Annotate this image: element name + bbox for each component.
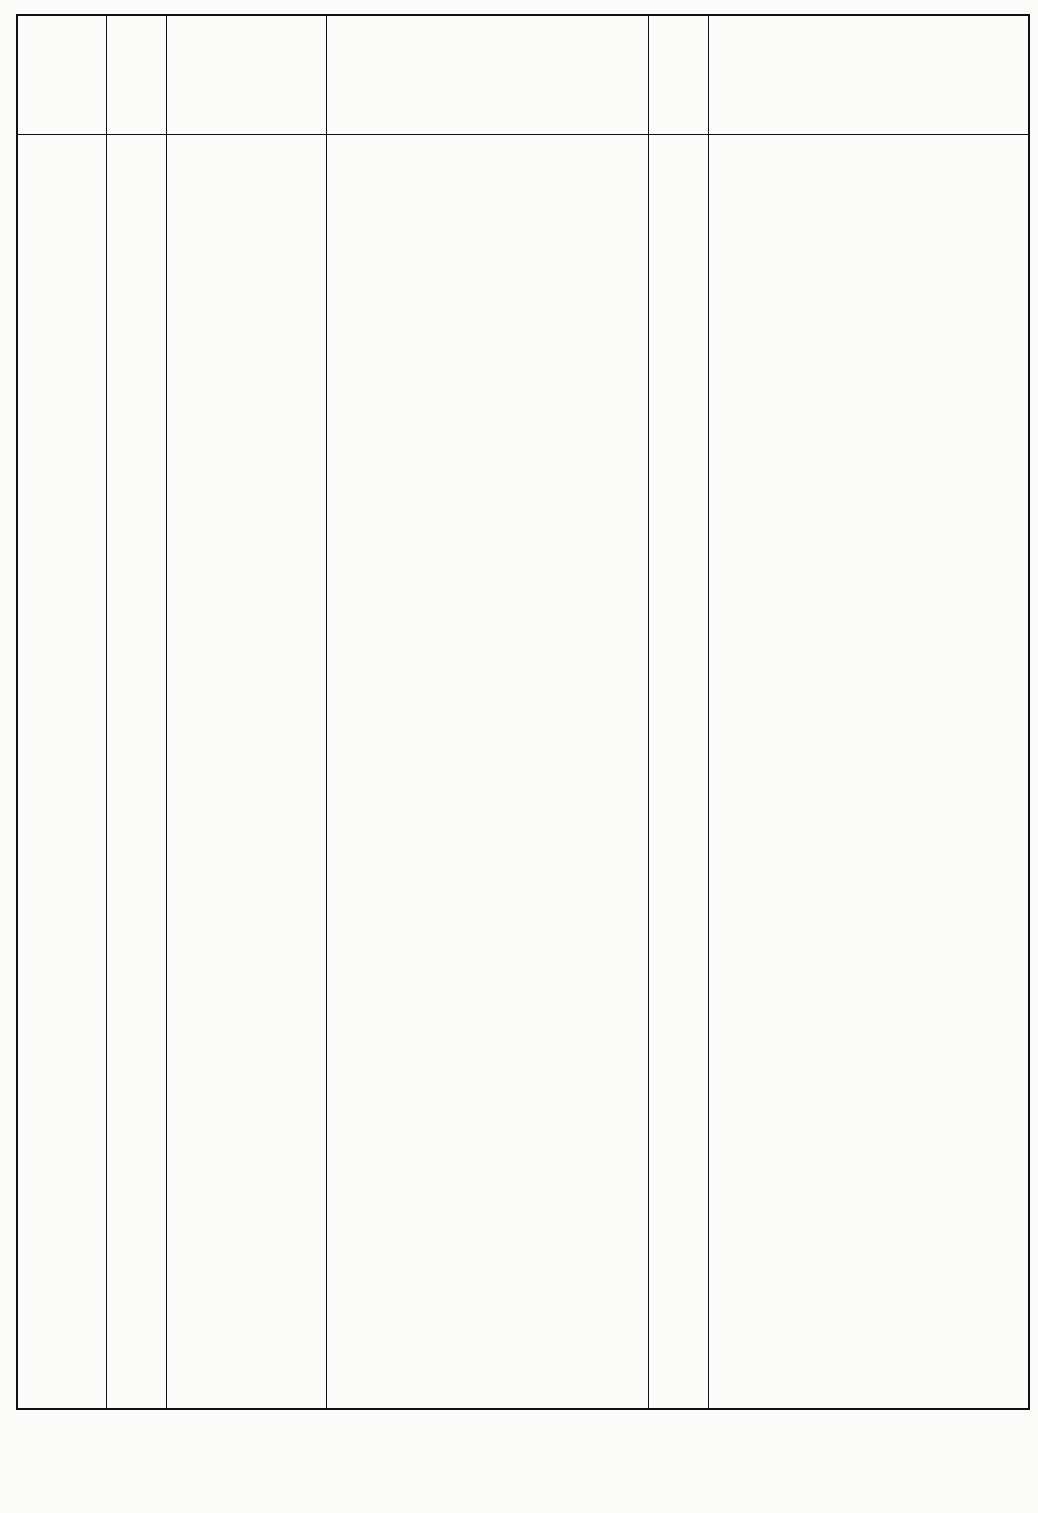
stratigraphic-column-frame [16, 14, 1030, 1410]
lithology-drawing [18, 16, 1032, 1412]
